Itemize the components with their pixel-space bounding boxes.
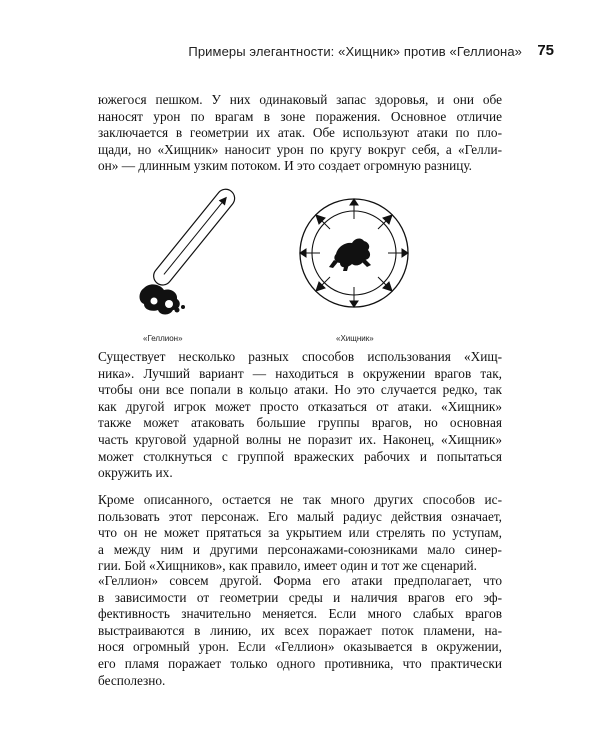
figure-illustration [98,170,502,350]
text-line: также может атаковать большие группы врагов, но основная [98,415,502,431]
text-line: ника». Лучший вариант — находиться в окружении врагов так, [98,365,502,381]
text-line: гии. Бой «Хищников», как правило, имеет один и тот же сценарий. [98,558,477,574]
text-line: что он не может прятаться за укрытием или стрелять по уступам, [98,525,502,541]
text-line: щади, но «Хищник» наносит урон по кругу вокруг себя, а «Гелли- [98,141,502,157]
text-line: чтобы они все попали в кольцо атаки. Но это случается редко, так [98,382,502,398]
text-line: в зависимости от геометрии среды и наличия врагов его эф- [98,589,502,605]
text-line: южегося пешком. У них одинаковый запас здоровья, и они обе [98,92,502,107]
hellion-unit-icon [140,284,186,314]
paragraph-1 [98,92,502,175]
text-line: наносят урон по врагам в зоне поражения. Основное отличие [98,108,502,124]
running-title: Примеры элегантности: «Хищник» против «Геллиона» [188,44,522,59]
text-line: пользовать этот персонаж. Его малый радиус действия означает, [98,508,502,524]
text-line: его пламя поражает только одного противника, что практически [98,655,502,671]
paragraph-4 [98,573,502,689]
text-line: заключается в геометрии их атак. Обе используют атаки по пло- [98,125,502,141]
paragraph-3 [98,492,502,575]
attack-geometry-figure [98,170,502,350]
predator-unit-icon [329,239,371,271]
page-number: 75 [537,42,554,59]
text-line: Существует несколько разных способов использования «Хищ- [98,349,502,364]
caption-hellion: «Геллион» [143,334,183,343]
text-line: Кроме описанного, остается не так много других способов ис- [98,492,502,507]
text-line: нося огромный урон. Если «Геллион» оказывается в окружении, [98,639,502,655]
text-line: выстраиваются в линию, их всех поражает поток пламени, на- [98,622,502,638]
text-line: часть круговой ударной волны не поразит их. Наконец, «Хищник» [98,431,502,447]
text-line: как другой игрок может просто отказаться от атаки. «Хищник» [98,398,502,414]
text-line: фективность значительно меняется. Если много слабых врагов [98,606,502,622]
text-line: а между ним и другими персонажами-союзниками мало синер- [98,541,502,557]
text-line: окружить их. [98,465,173,481]
text-line: может столкнуться с группой вражеских рабочих и попытаться [98,448,502,464]
paragraph-2 [98,349,502,482]
hellion-beam-icon [150,186,238,289]
text-line: бесполезно. [98,672,166,688]
caption-predator: «Хищник» [336,334,374,343]
page-header [0,44,600,64]
text-line: «Геллион» совсем другой. Форма его атаки предполагает, что [98,573,502,588]
text-line: он» — длинным узким потоком. И это создает огромную разницу. [98,158,472,174]
